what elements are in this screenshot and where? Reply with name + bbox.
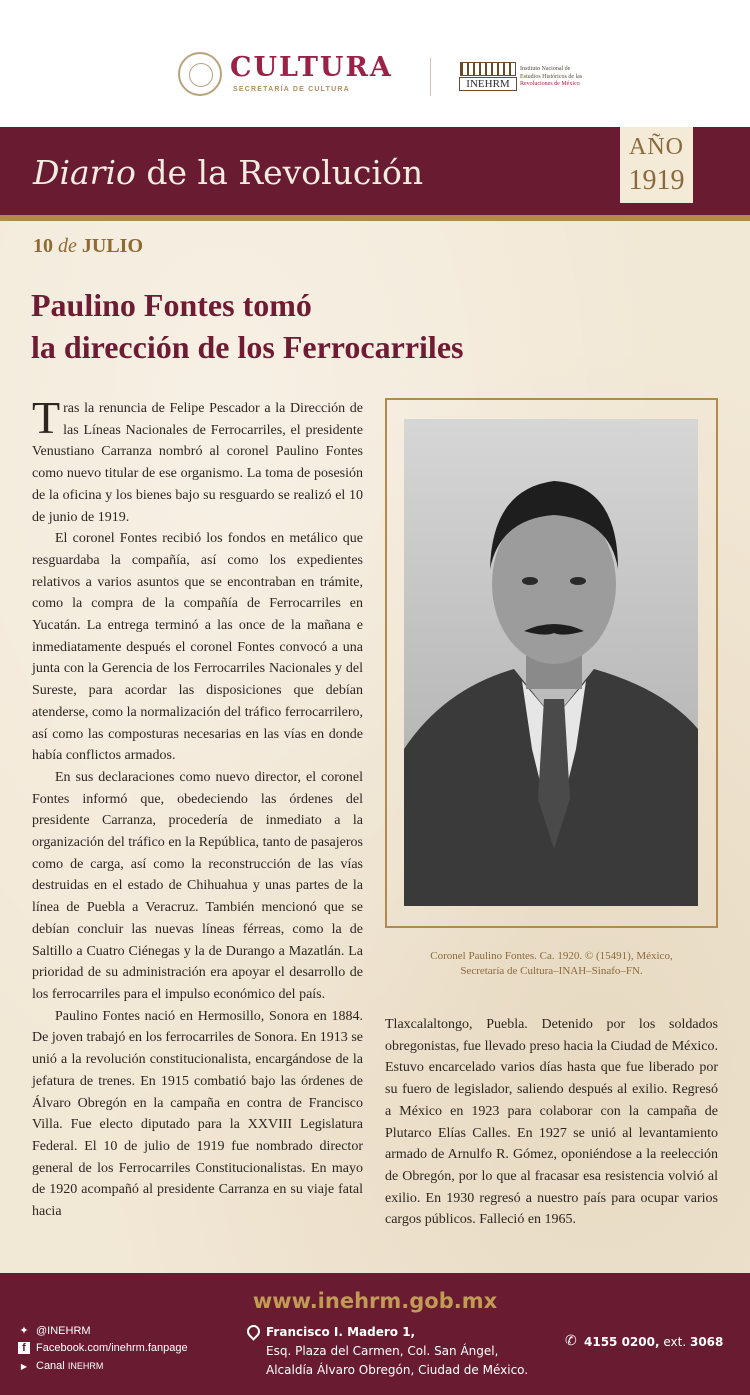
header-divider [430,58,431,96]
youtube-link[interactable] [18,1360,103,1372]
twitter-icon: ✦ [19,1325,29,1337]
phone-ext: 3068 [689,1335,724,1349]
address-line2: Esq. Plaza del Carmen, Col. San Ángel, [266,1344,499,1358]
facebook-link[interactable] [18,1342,188,1354]
paragraph-3: En sus declaraciones como nuevo director, el coronel Fontes informó que, obedeciendo las órdenes del presidente Carranza, procedería de inmediato a la organización del tráfico en la República, tanto de pasajeros como de carga, así como la reconstrucción de las vías destruidas en el estado de Chihuahua y unas partes de la línea de Puebla a Veracruz. También mencionó que se debían concluir las nuevas líneas férreas, como la de Saltillo a Cuatro Ciénegas y la de Durango a Mazatlán. La prioridad de su administración era apoyar el desarrollo de los ferrocarriles para el impulso económico del país. [32,769,363,1002]
youtube-channel: INEHRM [67,1361,104,1371]
paragraph-4-continued: Tlaxcalaltongo, Puebla. Detenido por los soldados obregonistas, fue llevado preso hacia la Ciudad de México. Estuvo encarcelado varios días hasta que fue liberado por su fuero de legislador, saliendo después al exilio. Regresó a México en 1923 para colaborar con la campaña de Plutarco Elías Calles. En 1927 se unió al levantamiento armado de Arnulfo R. Gómez, oponiéndose a la reelección de Obregón, por lo que al fracasar esa resistencia volvió al exilio. En 1930 regresó a nuestro país para ocupar varios cargos públicos. Falleció en 1965. [385,1017,718,1228]
youtube-icon: ▶ [20,1362,28,1371]
paragraph-1-text: ras la renuncia de Felipe Pescador a la Dirección de las Líneas Nacionales de Ferrocarriles, el presidente Venustiano Carranza nombró al coronel Paulino Fontes como nuevo titular de ese organismo. La toma de posesión de la oficina y los bienes bajo su resguardo se realizó el 10 de junio de 1919. [32,401,363,525]
twitter-handle: @INEHRM [36,1325,91,1337]
inehrm-desc-line1: Instituto Nacional de [520,66,571,72]
date-day: 10 [33,235,53,257]
year-value: 1919 [628,165,685,196]
inehrm-logo: INEHRM [459,77,517,91]
national-seal-icon [178,52,222,96]
address-line3: Alcaldía Álvaro Obregón, Ciudad de México. [266,1363,529,1377]
title-italic: Diario [33,153,136,192]
headline-line2: la dirección de los Ferrocarriles [31,329,464,365]
caption-line2: Secretaría de Cultura–INAH–Sinafo–FN. [460,965,643,977]
date-month: JULIO [81,235,144,257]
address-street: Francisco I. Madero 1, [266,1325,416,1339]
portrait-photo [404,419,698,906]
article-column-left [32,392,363,1223]
facebook-icon: f [18,1342,30,1354]
inehrm-desc-line2: Estudios Históricos de las [520,73,583,80]
phone-number[interactable] [584,1335,723,1349]
headline [31,284,631,368]
facebook-url: Facebook.com/inehrm.fanpage [36,1342,188,1354]
inehrm-building-icon [460,62,516,76]
phone-ext-label: ext. [659,1335,690,1349]
paragraph-1 [32,392,363,528]
cultura-logo: CULTURA [230,52,393,83]
phone-icon: ✆ [565,1333,577,1349]
twitter-link[interactable] [18,1324,91,1337]
portrait-illustration [404,419,698,906]
article-date [33,235,143,258]
paragraph-2: El coronel Fontes recibió los fondos en metálico que resguardaba la compañía, así como los expedientes relativos a varios asuntos que se encontraban en trámite, como la compra de la compañía de Ferrocarriles en Yucatán. La entrega terminó a las once de la mañana e inmediatamente después el coronel Fontes convocó a una junta con la Gerencia de los Ferrocarriles Nacionales y del Sureste, para acordar las disposiciones que debían atenderse, como la normalización del tráfico ferrocarrilero, así como las composturas necesarias en las vías en donde había conflictos armados. [32,531,363,764]
phone-main: 4155 0200, [584,1335,660,1349]
photo-caption [400,949,703,979]
paragraph-4: Paulino Fontes nació en Hermosillo, Sonora en 1884. De joven trabajó en los ferrocarriles de Sonora. En 1913 se unió a la revolución constitucionalista, encargándose de la jefatura de trenes. En 1915 combatió bajo las órdenes de Álvaro Obregón en la campaña en contra de Francisco Villa. Fue electo diputado para la XXVIII Legislatura Federal. El 10 de julio de 1919 fue nombrado director general de los Ferrocarriles Constitucionalistas. En mayo de 1920 acompañó al presidente Carranza en su viaje fatal hacia [32,1008,363,1220]
date-de: de [58,235,77,257]
publication-title [33,153,423,192]
drop-cap: T [32,392,61,443]
youtube-label: Canal [36,1360,65,1372]
website-link[interactable]: www.inehrm.gob.mx [252,1289,498,1313]
year-box [620,127,693,203]
article-column-right [385,1014,718,1231]
inehrm-description [520,66,582,89]
cultura-subtitle: SECRETARÍA DE CULTURA [233,86,350,93]
caption-line1: Coronel Paulino Fontes. Ca. 1920. © (15491), México, [430,950,673,962]
headline-line1: Paulino Fontes tomó [31,287,312,323]
inehrm-desc-line3: Revoluciones de México [520,81,580,87]
title-rest: de la Revolución [135,153,424,192]
address [266,1323,528,1380]
year-label: AÑO [629,134,684,160]
